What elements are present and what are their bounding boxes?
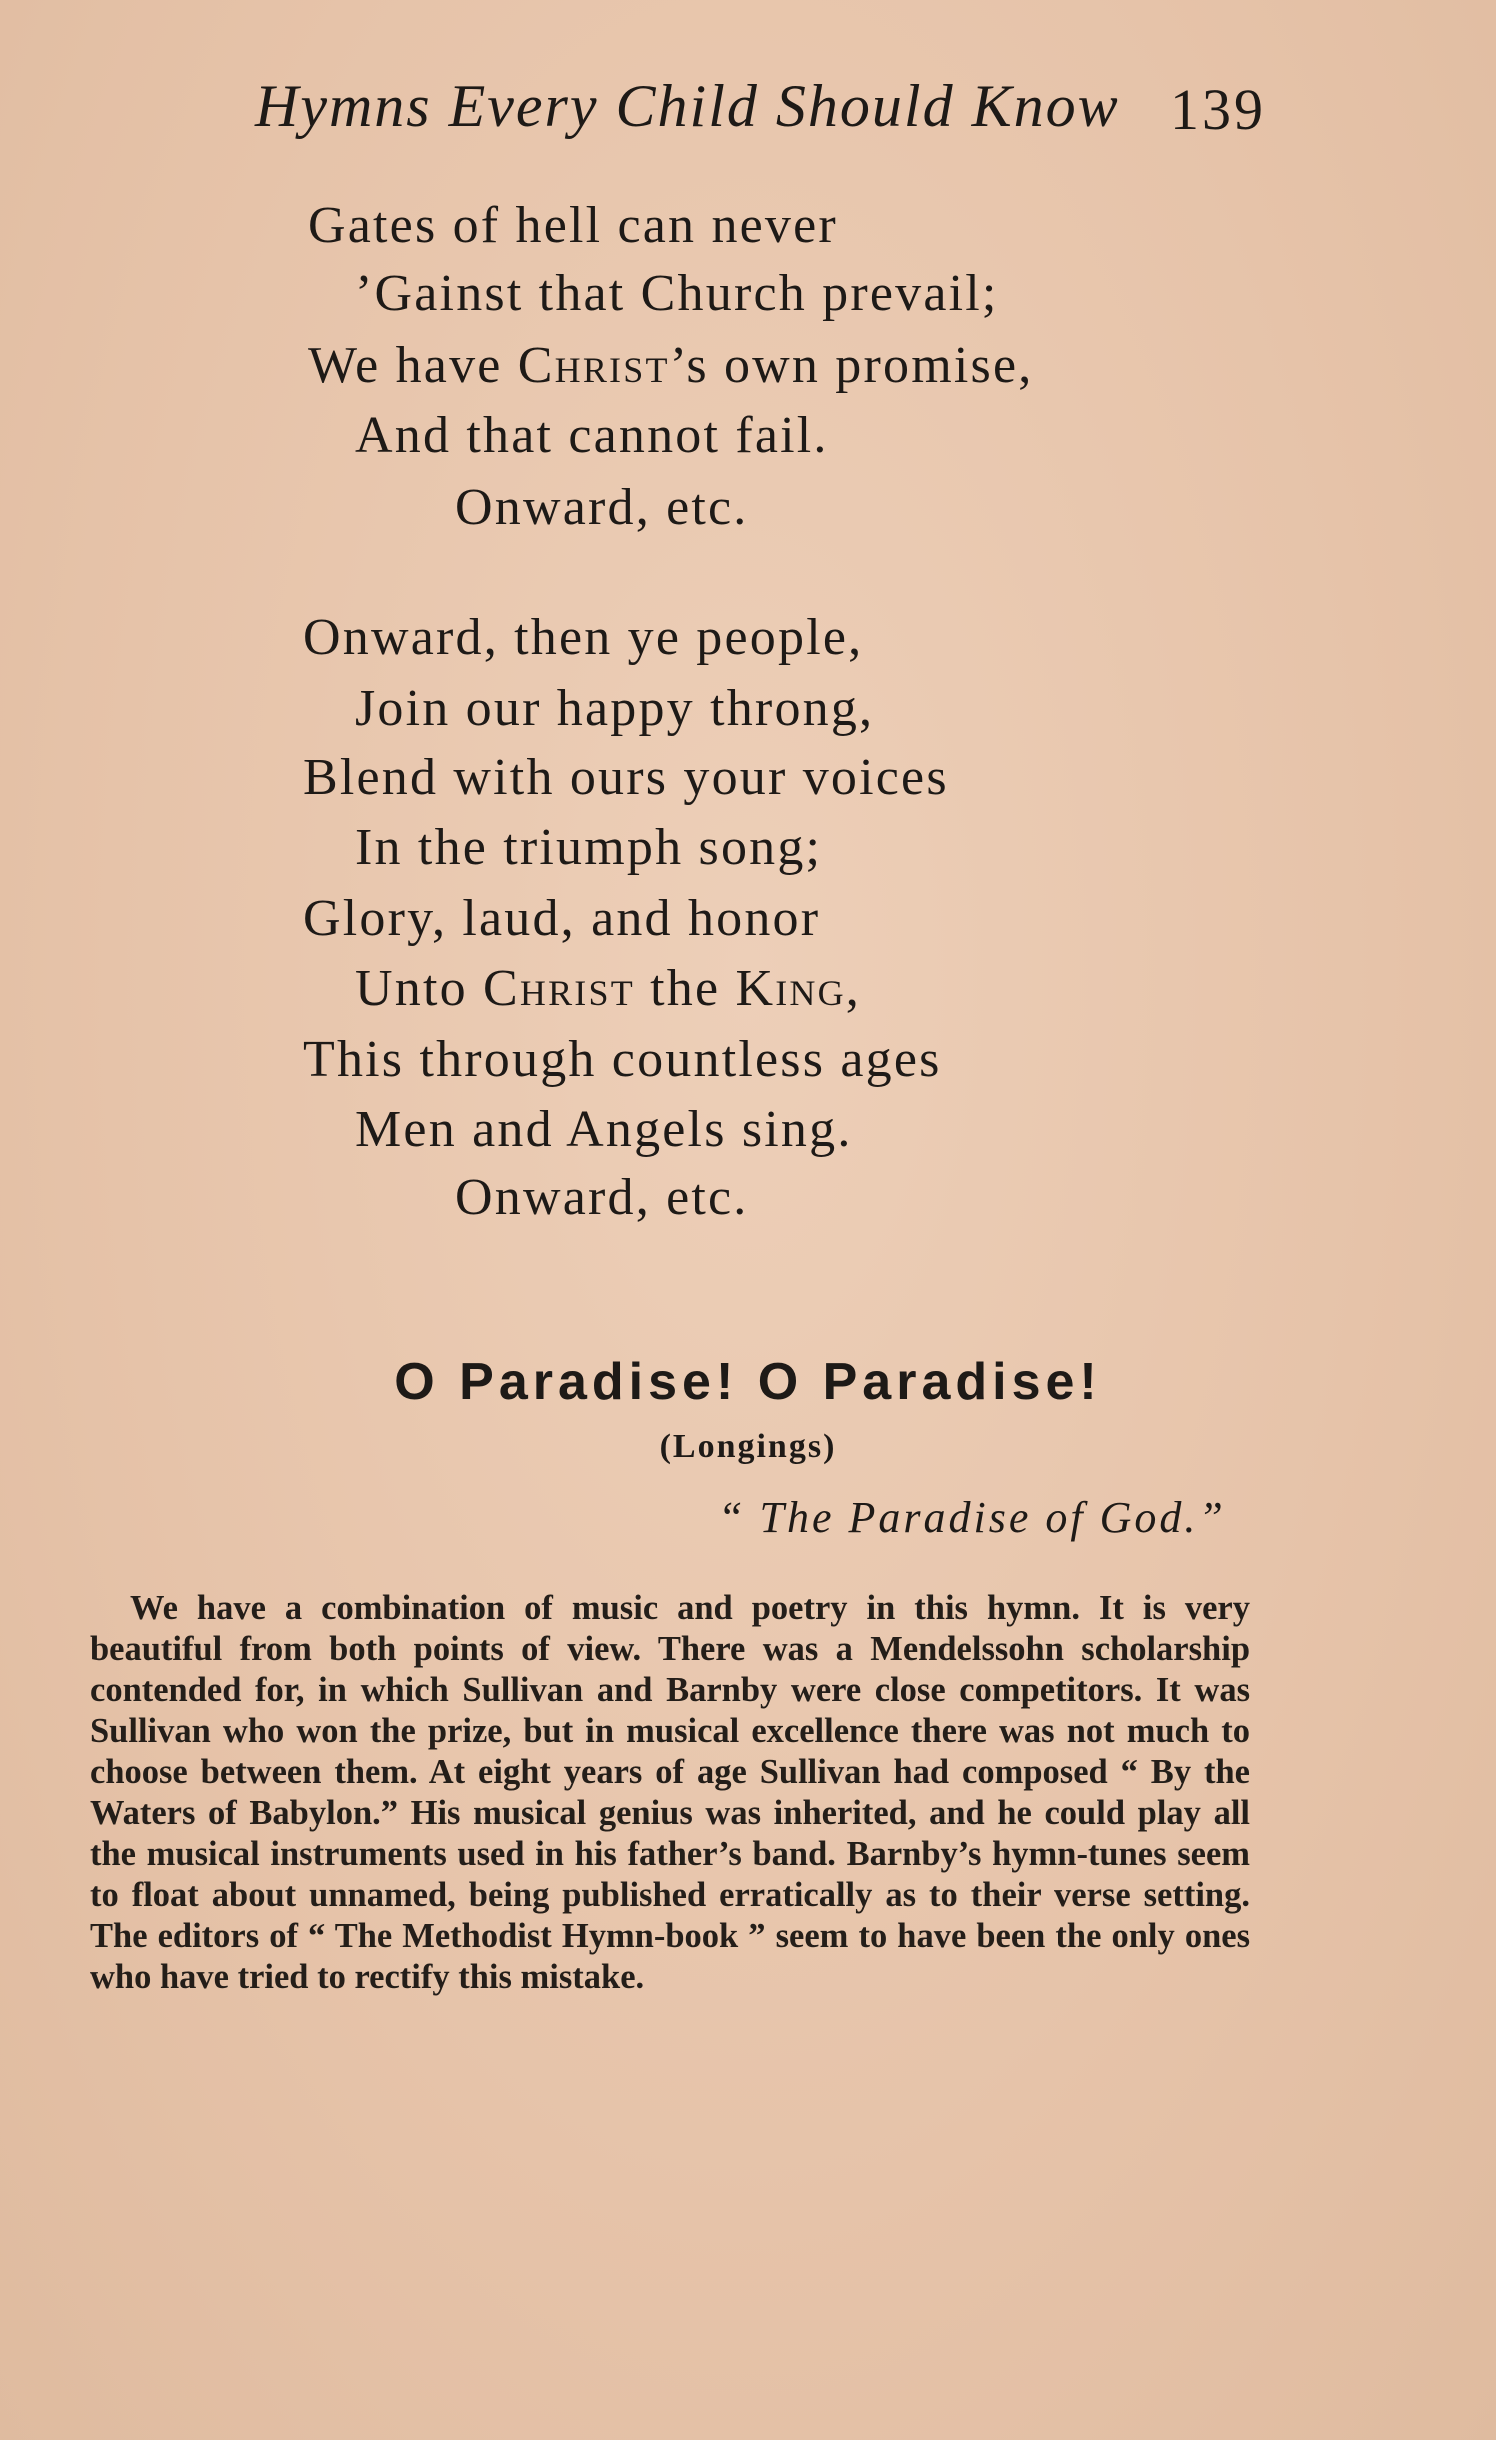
page-number: 139 bbox=[1170, 77, 1266, 142]
refrain-line: Onward, etc. bbox=[455, 1169, 749, 1226]
verse-segment: We have bbox=[308, 337, 518, 394]
commentary-paragraph: We have a combination of music and poetry in this hymn. It is very beautiful from both points of view. There was a Mendelssohn scholarship contended for, in which Sullivan and Barnby were close competitors. It was Sullivan who won the prize, but in musical excellence there was not much to choose between them. At eight years of age Sullivan had composed “ By the Waters of Babylon.” His musical genius was inherited, and he could play all the musical instruments used in his father’s band. Barnby’s hymn-tunes seem to float about unnamed, being published erratically as to their verse setting. The editors of “ The Methodist Hymn-book ” seem to have been the only ones who have tried to rectify this mistake. bbox=[90, 1589, 1250, 1996]
verse-line: Join our happy throng, bbox=[355, 680, 875, 737]
small-caps-word: Christ bbox=[517, 337, 670, 394]
running-head bbox=[255, 72, 1275, 142]
refrain-line: Onward, etc. bbox=[455, 479, 749, 536]
running-title: Hymns Every Child Should Know bbox=[255, 73, 1120, 139]
verse-line: This through countless ages bbox=[303, 1031, 942, 1088]
verse-line: In the triumph song; bbox=[355, 819, 823, 876]
verse-segment: , bbox=[845, 960, 861, 1017]
verse-segment: the bbox=[634, 960, 736, 1017]
verse-line: Glory, laud, and honor bbox=[303, 890, 821, 947]
small-caps-word: King bbox=[735, 960, 846, 1017]
verse-line: Onward, then ye people, bbox=[303, 609, 864, 666]
hymn-subtitle: (Longings) bbox=[659, 1428, 837, 1465]
verse-segment: Unto bbox=[355, 960, 483, 1017]
verse-line: And that cannot fail. bbox=[355, 407, 829, 464]
verse-line bbox=[355, 960, 861, 1017]
verse-line: Gates of hell can never bbox=[308, 197, 838, 254]
hymn-title: O Paradise! O Paradise! bbox=[394, 1353, 1102, 1411]
verse-line: ’Gainst that Church prevail; bbox=[355, 265, 999, 322]
verse-line: Blend with ours your voices bbox=[303, 749, 949, 806]
verse-line: Men and Angels sing. bbox=[355, 1101, 853, 1158]
verse-segment: ’s own promise, bbox=[669, 337, 1034, 394]
verse-line bbox=[308, 337, 1034, 394]
small-caps-word: Christ bbox=[483, 960, 635, 1017]
hymn-epigraph: “ The Paradise of God.” bbox=[718, 1493, 1226, 1542]
